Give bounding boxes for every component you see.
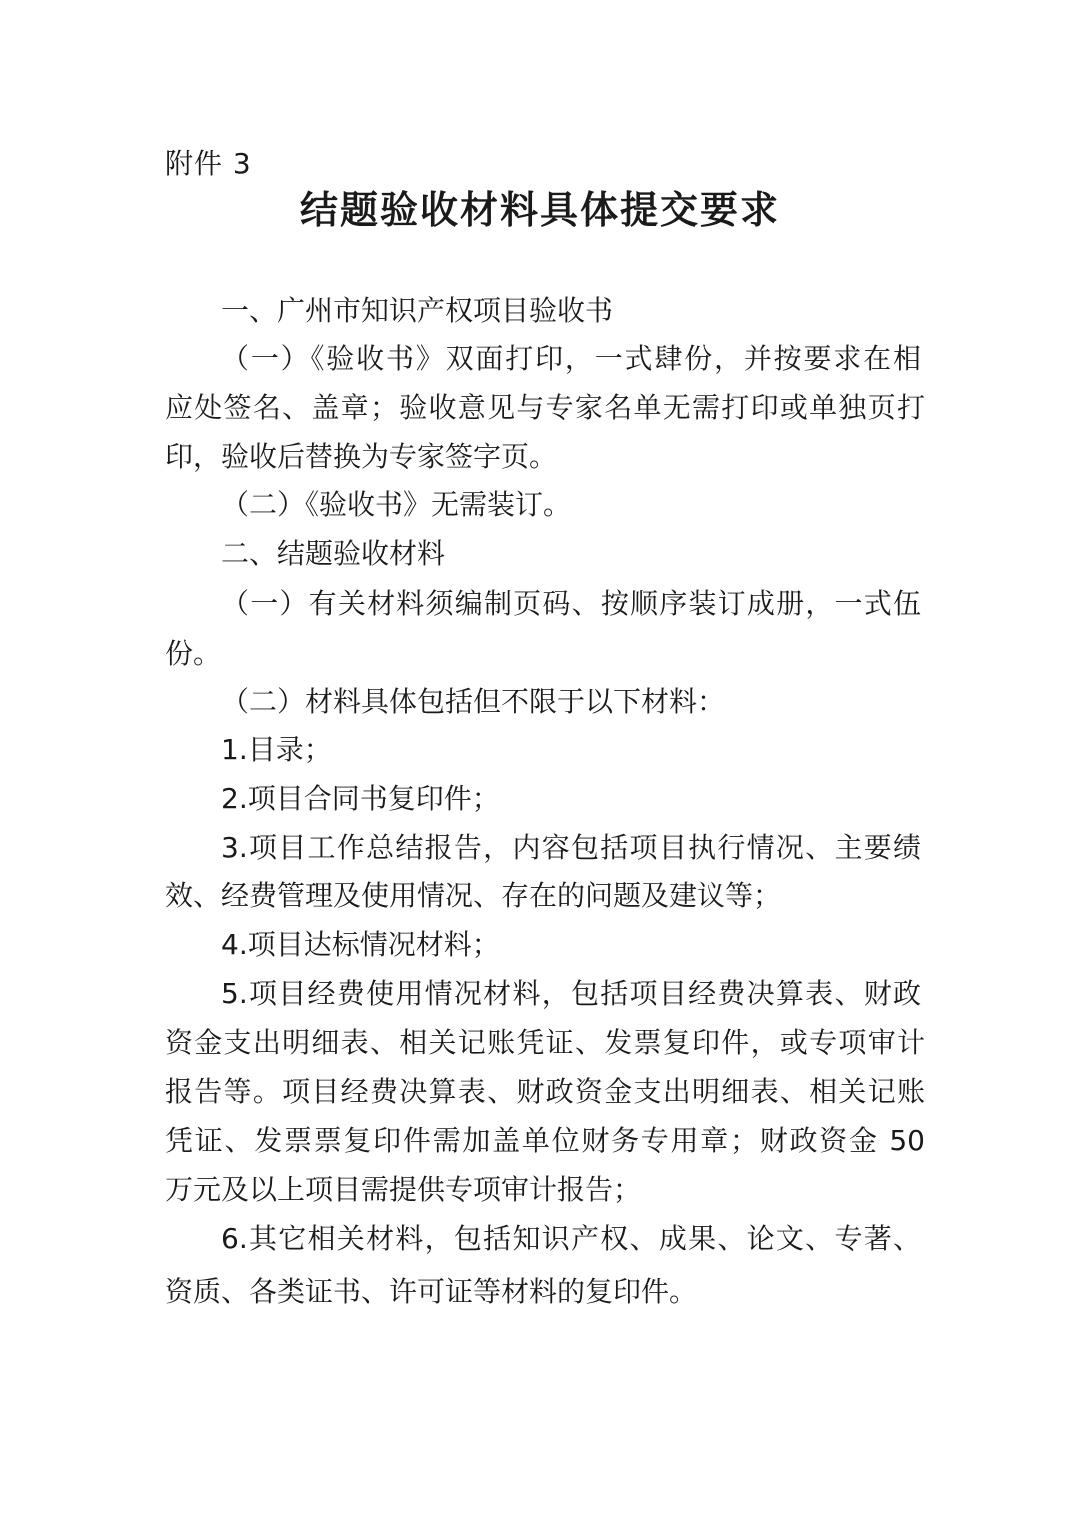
list-item: 2.项目合同书复印件； [221,782,500,815]
paragraph-line: 凭证、发票票复印件需加盖单位财务专用章；财政资金 50 [165,1124,925,1157]
paragraph-line: （一）《验收书》双面打印，一式肆份，并按要求在相 [221,342,921,375]
paragraph-line: 应处签名、盖章；验收意见与专家名单无需打印或单独页打 [165,391,925,424]
paragraph-line: （二）材料具体包括但不限于以下材料： [221,685,726,718]
paragraph-line: 份。 [165,637,222,670]
list-item: 5.项目经费使用情况材料，包括项目经费决算表、财政 [221,977,921,1010]
attachment-label: 附件 3 [165,147,252,180]
paragraph-line: 万元及以上项目需提供专项审计报告； [165,1173,642,1206]
paragraph-line: 资金支出明细表、相关记账凭证、发票复印件，或专项审计 [165,1026,925,1059]
paragraph-line: （一）有关材料须编制页码、按顺序装订成册，一式伍 [221,587,921,620]
list-item: 4.项目达标情况材料； [221,928,500,961]
section-heading-1: 一、广州市知识产权项目验收书 [221,294,614,327]
paragraph-line: 印，验收后替换为专家签字页。 [165,440,558,473]
paragraph-line: 报告等。项目经费决算表、财政资金支出明细表、相关记账 [165,1075,925,1108]
section-heading-2: 二、结题验收材料 [221,537,446,570]
list-item: 1.目录； [221,733,332,766]
paragraph-line: （二）《验收书》无需装订。 [221,488,572,521]
list-item: 3.项目工作总结报告，内容包括项目执行情况、主要绩 [221,831,921,864]
paragraph-line: 资质、各类证书、许可证等材料的复印件。 [165,1275,698,1308]
document-title: 结题验收材料具体提交要求 [299,188,780,232]
paragraph-line: 效、经费管理及使用情况、存在的问题及建议等； [165,879,782,912]
list-item: 6.其它相关材料，包括知识产权、成果、论文、专著、 [221,1222,921,1255]
